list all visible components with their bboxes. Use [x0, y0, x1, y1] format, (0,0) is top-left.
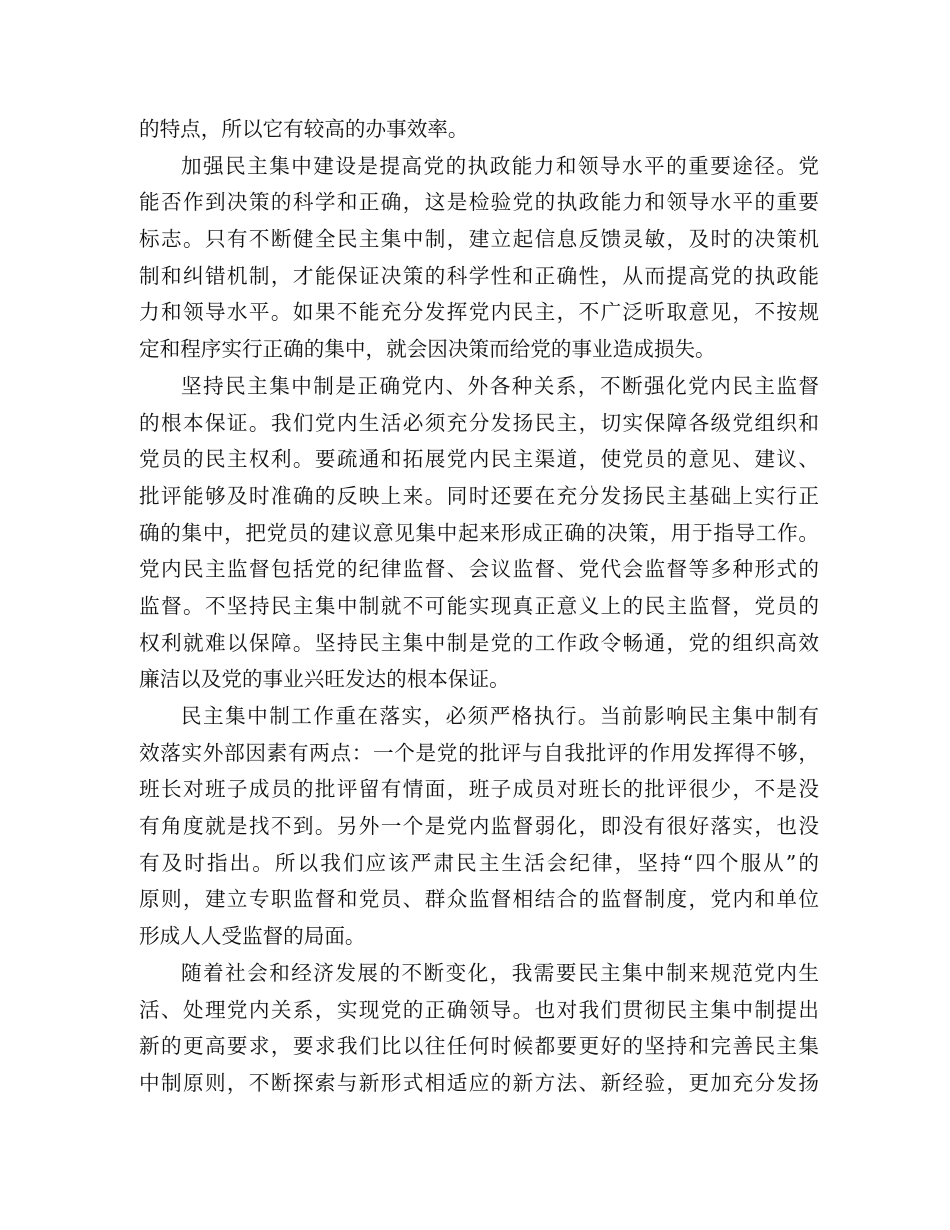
paragraph-first-line: 坚持民主集中制是正确党内、外各种关系，不断强化党内民主监督	[181, 373, 819, 398]
body-text	[139, 111, 819, 1102]
text-line: 新的更高要求，要求我们比以往任何时候都要更好的坚持和完善民主集	[139, 1034, 819, 1059]
text-line: 党内民主监督包括党的纪律监督、会议监督、党代会监督等多种形式的	[139, 557, 819, 582]
text-line: 活、处理党内关系，实现党的正确领导。也对我们贯彻民主集中制提出	[139, 997, 819, 1022]
text-line: 能否作到决策的科学和正确，这是检验党的执政能力和领导水平的重要	[139, 190, 819, 215]
text-line: 权利就难以保障。坚持民主集中制是党的工作政令畅通，党的组织高效	[139, 630, 819, 655]
text-line: 形成人人受监督的局面。	[139, 924, 366, 949]
text-line: 效落实外部因素有两点：一个是党的批评与自我批评的作用发挥得不够，	[139, 740, 819, 765]
text-line: 监督。不坚持民主集中制就不可能实现真正意义上的民主监督，党员的	[139, 593, 819, 618]
paragraph-first-line: 加强民主集中建设是提高党的执政能力和领导水平的重要途径。党	[181, 153, 819, 178]
text-line: 的根本保证。我们党内生活必须充分发扬民主，切实保障各级党组织和	[139, 410, 819, 435]
text-line: 廉洁以及党的事业兴旺发达的根本保证。	[139, 667, 510, 692]
paragraph-first-line: 民主集中制工作重在落实，必须严格执行。当前影响民主集中制有	[181, 704, 819, 728]
text-line: 有角度就是找不到。另外一个是党内监督弱化，即没有很好落实，也没	[139, 814, 819, 839]
paragraph-first-line: 随着社会和经济发展的不断变化，我需要民主集中制来规范党内生	[181, 960, 819, 985]
text-line: 标志。只有不断健全民主集中制，建立起信息反馈灵敏，及时的决策机	[139, 227, 819, 252]
text-line: 原则，建立专职监督和党员、群众监督相结合的监督制度，党内和单位	[139, 887, 819, 912]
text-line: 力和领导水平。如果不能充分发挥党内民主，不广泛听取意见，不按规	[139, 300, 819, 325]
text-line: 班长对班子成员的批评留有情面，班子成员对班长的批评很少，不是没	[139, 777, 819, 802]
text-line: 制和纠错机制，才能保证决策的科学性和正确性，从而提高党的执政能	[139, 263, 819, 288]
text-line: 批评能够及时准确的反映上来。同时还要在充分发扬民主基础上实行正	[139, 483, 819, 508]
text-line: 确的集中，把党员的建议意见集中起来形成正确的决策，用于指导工作。	[139, 520, 819, 545]
text-line: 定和程序实行正确的集中，就会因决策而给党的事业造成损失。	[139, 337, 716, 362]
text-line: 党员的民主权利。要疏通和拓展党内民主渠道，使党员的意见、建议、	[139, 447, 819, 472]
text-line: 的特点，所以它有较高的办事效率。	[139, 117, 469, 141]
text-line: 中制原则，不断探索与新形式相适应的新方法、新经验，更加充分发扬	[139, 1070, 819, 1095]
text-line: 有及时指出。所以我们应该严肃民主生活会纪律，坚持“四个服从”的	[139, 850, 819, 875]
